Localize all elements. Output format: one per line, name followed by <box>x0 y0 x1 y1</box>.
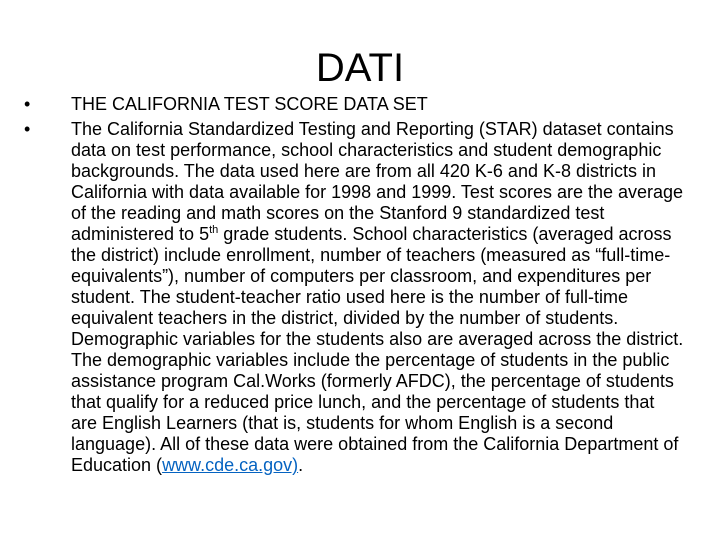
bullet-item-heading <box>24 94 684 115</box>
bullet-list <box>24 94 684 476</box>
description-text-part3: . <box>298 455 304 475</box>
dataset-description <box>71 119 683 475</box>
slide-title: DATI <box>315 46 405 90</box>
description-text-part1: The California Standardized Testing and Reporting (STAR) dataset contains data on test performance, school characteristics and student demographic backgrounds. The data used here are from all 420 K-6 and K-8 districts in California with data available for 1998 and 1999. Test scores are the average of the reading and math scores on the Stanford 9 standardized test administered to 5 <box>71 119 684 244</box>
bullet-icon: • <box>24 119 31 139</box>
cde-website-link[interactable]: www.cde.ca.gov) <box>162 455 299 475</box>
description-text-part2: grade students. School characteristics (averaged across the district) include enrollment, number of teachers (measured as “full-time-equivalents”), number of computers per classroom, and expenditures per student. The student-teacher ratio used here is the number of full-time equivalent teachers in the district, divided by the number of students. Demographic variables for the students also are averaged across the district. The demographic variables include the percentage of students in the public assistance program Cal.Works (formerly AFDC), the percentage of students that qualify for a reduced price lunch, and the percentage of students that are English Learners (that is, students for whom English is a second language). All of these data were obtained from the California Department of Education ( <box>71 224 684 475</box>
bullet-icon: • <box>24 94 31 114</box>
bullet-item-description <box>24 119 684 476</box>
ordinal-superscript: th <box>209 224 219 236</box>
dataset-heading: THE CALIFORNIA TEST SCORE DATA SET <box>71 94 428 114</box>
